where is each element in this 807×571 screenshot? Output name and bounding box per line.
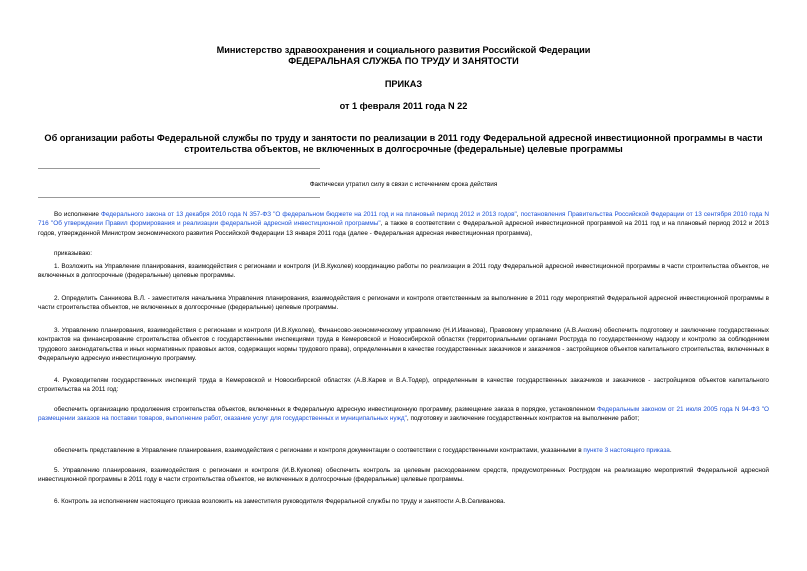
link-government-decree-716[interactable]: постановления Правительства Российской Федерации от 13 сентября 2010 года N 716 "Об утверждении Правил формирования и реализации федеральной адресной инвестиционной программы" [38,211,769,228]
divider-bottom [38,197,320,198]
order-word: приказываю: [54,250,92,257]
paragraph-1: 1. Возложить на Управление планирования, взаимодействия с регионами и контроля (И.В.Куколев) координацию работы по реализации в 2011 году Федеральной адресной инвестиционной программы в части строительства объектов, не включенных в долгосрочные (федеральные) целевые программы. [38,263,769,280]
link-federal-law-94[interactable]: Федеральным законом от 21 июля 2005 года N 94-ФЗ "О размещении заказов на поставки товаров, выполнение работ, оказание услуг для государственных и муниципальных нужд" [38,406,770,423]
paragraph-4b-text-1: обеспечить представление в Управление планирования, взаимодействия с регионами и контроля документации о соответствии с государственными контрактами, указанными в [54,447,584,454]
paragraph-3: 3. Управлению планирования, взаимодействия с регионами и контроля (И.В.Куколев), Финансово-экономическому управлению (Н.И.Иванова), Правовому управлению (А.В.Анохин) обеспечить подготовку и заключение государственных контрактов на финансирование строительства объектов с государственными инспекциями труда в Кемеровской и Новосибирской областях (территориальными органами Роструда по государственному надзору и контролю за соблюдением трудового законодательства и иных нормативных правовых актов, содержащих нормы трудового права), определенными в качестве государственных заказчиков и заказчиков - застройщиков объектов капитального строительства, включенных в Федеральную адресную инвестиционную программу. [38,327,769,362]
paragraph-4b-text-2: . [669,447,672,454]
preamble-text-3: , а также в соответствии с Федеральной адресной инвестиционной программой на 2011 год и на плановый период 2012 и 2013 годов, утвержденной Министром экономического развития Российской Федерации 13 января 2011 года (далее - Федеральная адресная инвестиционная программа), [38,220,769,237]
paragraph-5: 5. Управлению планирования, взаимодействия с регионами и контроля (И.В.Куколев) обеспечить контроль за целевым расходованием средств, предусмотренных Рострудом на реализацию мероприятий Федеральной адресной инвестиционной программы в 2011 году в части строительства объектов, не включенных в долгосрочные (федеральные) целевые программы. [38,467,769,484]
paragraph-4a-text-2: , подготовку и заключение государственных контрактов на выполнение работ; [406,415,640,423]
status-note: Фактически утратил силу в связи с истечением срока действия [309,181,498,188]
paragraph-4a-text-1: обеспечить организацию продолжения строительства объектов, включенных в Федеральную адресную инвестиционную программу, размещение заказа в порядке, установленном [54,406,598,413]
preamble-paragraph [38,210,769,238]
paragraph-4a [38,405,769,424]
paragraph-2: 2. Определить Санникова В.Л. - заместителя начальника Управления планирования, взаимодействия с регионами и контроля ответственным за выполнение в 2011 году мероприятий Федеральной адресной инвестиционной программы в части строительства объектов, не включенных в долгосрочные (федеральные) целевые программы. [38,295,769,312]
preamble-text-2: , [516,211,521,218]
doc-date-number: от 1 февраля 2011 года N 22 [339,101,468,111]
preamble-text-1: Во исполнение [54,211,102,218]
ministry-name: Министерство здравоохранения и социального развития Российской Федерации [216,45,591,55]
paragraph-4b [38,446,769,455]
document-title: Об организации работы Федеральной службы по труду и занятости по реализации в 2011 году Федеральной адресной инвестиционной программы в части строительства объектов, не включенных в долгосрочные (федеральные) целевые программы [44,133,763,154]
paragraph-6: 6. Контроль за исполнением настоящего приказа возложить на заместителя руководителя Федеральной службы по труду и занятости А.В.Селиванова. [54,498,506,505]
divider-top [38,168,320,169]
paragraph-4: 4. Руководителям государственных инспекций труда в Кемеровской и Новосибирской областях (А.В.Карев и В.А.Тодер), определенным в качестве государственных заказчиков и заказчиков - застройщиков объектов капитального строительства на 2011 год: [38,377,769,394]
link-clause-3[interactable]: пункте 3 настоящего приказа [583,447,670,454]
link-federal-law-357[interactable]: Федерального закона от 13 декабря 2010 года N 357-ФЗ "О федеральном бюджете на 2011 год и на плановый период 2012 и 2013 годов" [101,211,517,218]
service-name: ФЕДЕРАЛЬНАЯ СЛУЖБА ПО ТРУДУ И ЗАНЯТОСТИ [288,56,519,66]
doc-type: ПРИКАЗ [384,79,423,89]
